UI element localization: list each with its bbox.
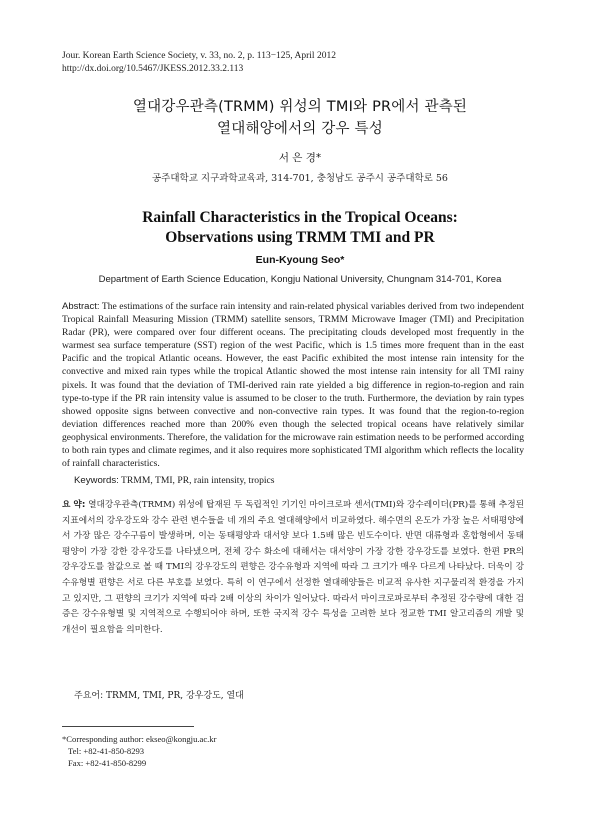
english-author: Eun-Kyoung Seo* bbox=[255, 254, 345, 266]
footnote-divider bbox=[62, 726, 194, 727]
keywords-label: Keywords: bbox=[74, 475, 119, 486]
journal-header bbox=[62, 50, 336, 75]
journal-citation: Jour. Korean Earth Science Society, v. 33, no. 2, p. 113−125, April 2012 bbox=[62, 51, 336, 61]
korean-abstract-label: 요 약: bbox=[62, 500, 86, 510]
footnote bbox=[62, 733, 216, 769]
fax: Fax: +82-41-850-8299 bbox=[68, 758, 147, 768]
abstract-text: The estimations of the surface rain intensity and rain-related physical variables derived from two independent Tropical Rainfall Measuring Mission (TRMM) satellite sensors, TRMM Microwave Imager (TMI) and Precipitation Radar (PR), were compared over four different oceans. The precipitating clouds developed most frequently in the warmest sea surface temperature (SST) region of the west Pacific, which is 1.5 times more frequent than in the east Pacific and the tropical Atlantic oceans. However, the east Pacific exhibited the most intense rain intensity for the convective and mixed rain types while the tropical Atlantic showed the most intense rain intensity for all TMI rainy pixels. It was found that the deviation of TMI-derived rain rate yielded a big difference in region-to-region and rain type-to-type if the PR rain intensity value is assumed to be closer to the truth. Furthermore, the deviation by rain types showed opposite signs between convective and non-convective rain types. It was found that the region-to-region deviation differences reached more than 200% even though the selected tropical oceans have relatively similar geophysical environments. Therefore, the validation for the microwave rain estimation needs to be performed according to both rain types and climate regimes, and it also requires more sophisticated TMI algorithm which reflects the locality of rainfall characteristics. bbox=[62, 301, 524, 470]
keywords bbox=[74, 475, 275, 486]
korean-keywords-label: 주요어: bbox=[74, 691, 104, 701]
english-title-line-2: Observations using TRMM TMI and PR bbox=[165, 229, 435, 246]
korean-abstract bbox=[62, 498, 524, 638]
korean-title-line-1: 열대강우관측(TRMM) 위성의 TMI와 PR에서 관측된 bbox=[132, 99, 468, 115]
english-title bbox=[0, 208, 600, 248]
abstract bbox=[62, 300, 524, 470]
keywords-text: TRMM, TMI, PR, rain intensity, tropics bbox=[121, 475, 275, 486]
abstract-label: Abstract: bbox=[62, 301, 100, 312]
korean-keywords-text: TRMM, TMI, PR, 강우강도, 열대 bbox=[106, 691, 244, 701]
telephone: Tel: +82-41-850-8293 bbox=[68, 746, 145, 756]
korean-keywords bbox=[74, 688, 244, 701]
korean-title bbox=[0, 96, 600, 140]
english-affiliation: Department of Earth Science Education, Kongju National University, Chungnam 314-701, Korea bbox=[98, 274, 502, 285]
doi-link[interactable]: http://dx.doi.org/10.5467/JKESS.2012.33.2.113 bbox=[62, 63, 244, 74]
korean-abstract-text: 열대강우관측(TRMM) 위성에 탑재된 두 독립적인 기기인 마이크로파 센서(TMI)와 강수레이더(PR)를 통해 추정된 지표에서의 강우강도와 강수 관련 변수들을 네 개의 주요 열대해양에서 비교하였다. 해수면의 온도가 가장 높은 서태평양에서 가장 많은 강수구름이 발생하며, 이는 동태평양과 대서양 보다 1.5배 많은 빈도수이다. 반면 대류형과 혼합형에서 동태평양이 가장 강한 강우강도를 나타냈으며, 전체 강수 화소에 대해서는 대서양이 가장 강한 강우강도를 보였다. 한편 PR의 강우강도를 참값으로 볼 때 TMI의 강우강도의 편향은 강수유형과 지역에 따라 그 크기가 매우 다르게 나타났다. 더욱이 강수유형별 편향은 서로 다른 부호를 보였다. 특히 이 연구에서 선정한 열대해양들은 비교적 유사한 지구물리적 환경을 가지고 있지만, 그 편향의 크기가 지역에 따라 2배 이상의 차이가 일어났다. 따라서 마이크로파로부터 추정된 강수량에 대한 검증은 강수유형별 및 지역적으로 수행되어야 하며, 또한 국지적 강수 특성을 고려한 보다 정교한 TMI 알고리즘의 개발 및 개선이 필요함을 의미한다. bbox=[62, 500, 524, 635]
corresponding-author: *Corresponding author: ekseo@kongju.ac.kr bbox=[62, 734, 217, 744]
korean-affiliation: 공주대학교 지구과학교육과, 314-701, 충청남도 공주시 공주대학로 56 bbox=[152, 173, 448, 184]
korean-author: 서 은 경* bbox=[278, 152, 322, 164]
english-title-line-1: Rainfall Characteristics in the Tropical Oceans: bbox=[142, 209, 458, 226]
korean-title-line-2: 열대해양에서의 강우 특성 bbox=[217, 121, 383, 137]
